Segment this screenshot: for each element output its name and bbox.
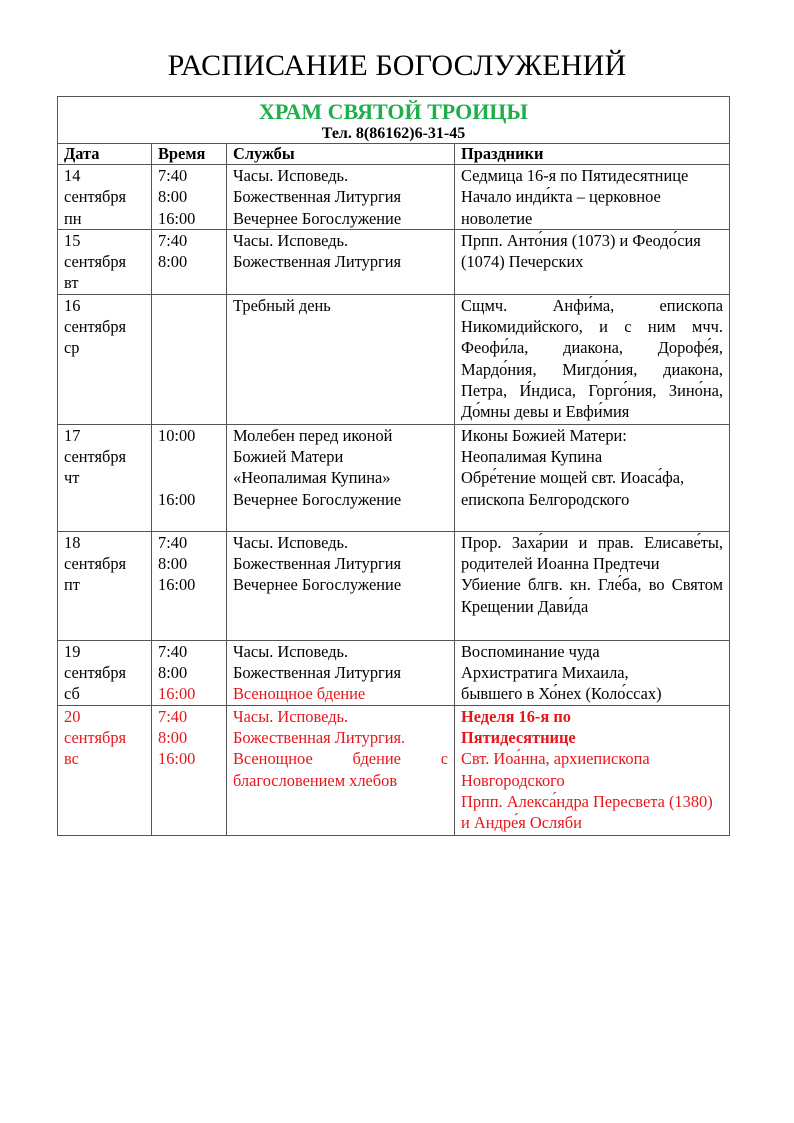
service-item: Часы. Исповедь. (233, 532, 349, 552)
date-cell (58, 229, 152, 294)
time-item: 8:00 (158, 727, 188, 747)
time-item: 8:00 (158, 554, 188, 574)
date-weekday: пн (64, 208, 82, 228)
date-day: 15 (64, 230, 81, 250)
date-weekday: сб (64, 684, 80, 704)
services-cell (227, 229, 455, 294)
date-day: 20 (64, 706, 81, 726)
table-row (58, 294, 730, 424)
church-name: ХРАМ СВЯТОЙ ТРОИЦЫ (258, 99, 529, 124)
time-item: 7:40 (158, 641, 188, 661)
page-title: РАСПИСАНИЕ БОГОСЛУЖЕНИЙ (167, 49, 627, 82)
service-item: Божественная Литургия. (233, 727, 406, 747)
feasts-cell (455, 294, 730, 424)
feast-item: Обре́тение мощей свт. Иоаса́фа, епископа Белгородского (461, 468, 685, 509)
date-day: 17 (64, 425, 81, 445)
column-header-services: Службы (227, 144, 455, 165)
services-cell (227, 165, 455, 230)
time-cell (152, 165, 227, 230)
date-weekday: пт (64, 575, 80, 595)
time-item: 7:40 (158, 706, 188, 726)
date-day: 14 (64, 166, 81, 185)
service-item: Часы. Исповедь. (233, 230, 349, 250)
table-header-row (58, 97, 730, 144)
feasts-cell (455, 531, 730, 640)
service-item: Божественная Литургия (233, 187, 402, 207)
service-item: Вечернее Богослужение (233, 575, 402, 595)
service-item: Молебен перед иконой Божией Матери «Неопалимая Купина» (233, 425, 393, 488)
service-item: Вечернее Богослужение (233, 208, 402, 228)
time-cell (152, 531, 227, 640)
service-item: Божественная Литургия (233, 252, 402, 272)
service-item: Божественная Литургия (233, 554, 402, 574)
table-row (58, 229, 730, 294)
feasts-cell (455, 165, 730, 230)
column-header-row (58, 144, 730, 165)
date-month: сентября (64, 447, 127, 467)
services-cell (227, 424, 455, 531)
time-item: 16:00 (158, 749, 196, 769)
service-item: Божественная Литургия (233, 663, 402, 683)
feast-item: Седмица 16-я по Пятидесятнице (461, 166, 689, 185)
date-day: 19 (64, 641, 81, 661)
feasts-cell (455, 640, 730, 705)
church-header (58, 97, 730, 144)
date-month: сентября (64, 663, 127, 683)
feast-item: Начало инди́кта – церковное новолетие (461, 187, 661, 228)
date-month: сентября (64, 554, 127, 574)
church-phone: Тел. 8(86162)6-31-45 (321, 125, 466, 142)
services-cell (227, 640, 455, 705)
time-item: 7:40 (158, 532, 188, 552)
feast-item: Неделя 16-я по Пятидесятнице (461, 706, 576, 747)
service-item: Часы. Исповедь. (233, 166, 349, 185)
time-item: 7:40 (158, 166, 188, 185)
date-weekday: вт (64, 273, 79, 293)
date-weekday: ср (64, 338, 80, 358)
feast-item: Сщмч. Анфи́ма, епископа Никомидийского, и с ним мчч. Феофи́ла, диакона, Дорофе́я, Мардо́ния, Мигдо́ния, диакона, Петра, И́ндиса, Горго́ния, Зино́на, До́мны девы и Евфи́мия (461, 295, 723, 422)
table-row (58, 165, 730, 230)
date-month: сентября (64, 317, 127, 337)
schedule-table (57, 96, 730, 836)
services-cell (227, 531, 455, 640)
table-row (58, 424, 730, 531)
date-cell (58, 424, 152, 531)
feast-item: Иконы Божией Матери: Неопалимая Купина (461, 425, 627, 467)
feast-item: Прор. Заха́рии и прав. Елисаве́ты, родителей Иоанна Предтечи (461, 532, 723, 574)
feast-item: Свт. Иоа́нна, архиепископа Новгородского (461, 749, 650, 790)
date-month: сентября (64, 252, 127, 272)
table-row (58, 531, 730, 640)
table-row (58, 640, 730, 705)
feasts-cell (455, 424, 730, 531)
feast-item: Убиение блгв. кн. Гле́ба, во Святом Крещении Дави́да (461, 575, 723, 616)
date-cell (58, 705, 152, 835)
column-header-feasts: Праздники (455, 144, 730, 165)
date-weekday: чт (64, 468, 80, 488)
time-cell (152, 424, 227, 531)
time-item: 8:00 (158, 187, 188, 207)
feasts-cell (455, 705, 730, 835)
feast-item: Воспоминание чуда Архистратига Михаила, бывшего в Хо́нех (Коло́ссах) (461, 641, 662, 704)
time-cell (152, 640, 227, 705)
time-item: 7:40 (158, 230, 188, 250)
services-cell (227, 705, 455, 835)
date-weekday: вс (64, 749, 79, 769)
time-cell (152, 229, 227, 294)
date-cell (58, 294, 152, 424)
time-cell (152, 705, 227, 835)
time-item: 10:00 (158, 425, 196, 445)
date-cell (58, 165, 152, 230)
time-cell (152, 294, 227, 424)
feasts-cell (455, 229, 730, 294)
feast-item: Прпп. Анто́ния (1073) и Феодо́сия (1074) Печерских (461, 230, 701, 272)
service-item: Всенощное бдение (233, 684, 366, 704)
date-cell (58, 531, 152, 640)
table-row (58, 705, 730, 835)
column-header-time: Время (152, 144, 227, 165)
time-item: 8:00 (158, 663, 188, 683)
time-item: 16:00 (158, 208, 196, 228)
column-header-date: Дата (58, 144, 152, 165)
date-month: сентября (64, 187, 127, 207)
services-cell (227, 294, 455, 424)
time-item: 16:00 (158, 684, 196, 704)
time-item: 16:00 (158, 575, 196, 595)
date-cell (58, 640, 152, 705)
date-day: 18 (64, 532, 81, 552)
service-item: Требный день (233, 295, 331, 315)
date-day: 16 (64, 295, 81, 315)
service-item: Вечернее Богослужение (233, 489, 402, 509)
date-month: сентября (64, 727, 127, 747)
time-item: 16:00 (158, 489, 196, 509)
service-item: Часы. Исповедь. (233, 641, 349, 661)
service-item: Всенощное бдение с благословением хлебов (233, 749, 448, 790)
feast-item: Прпп. Алекса́ндра Пересвета (1380) и Андре́я Осляби (461, 791, 713, 833)
service-item: Часы. Исповедь. (233, 706, 349, 726)
time-item: 8:00 (158, 252, 188, 272)
